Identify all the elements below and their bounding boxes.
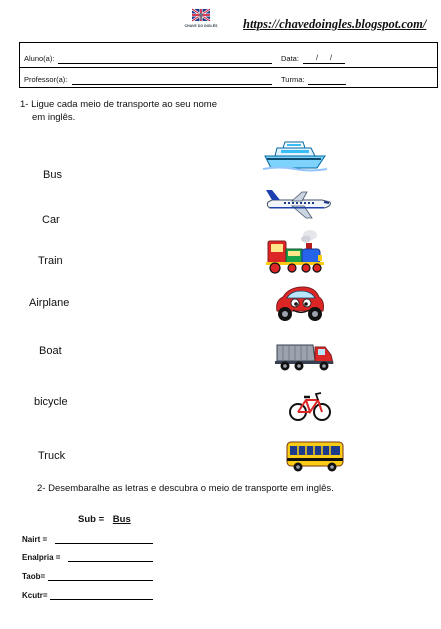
answer-line-4[interactable] [50, 599, 153, 600]
data-field[interactable] [303, 63, 345, 64]
answer-line-2[interactable] [68, 561, 153, 562]
aluno-label: Aluno(a): [24, 54, 55, 63]
example-word: Sub = [78, 514, 105, 525]
car-icon [273, 283, 325, 330]
chave-do-ingles-logo [184, 8, 218, 34]
turma-label: Turma: [281, 75, 305, 84]
unscramble-word-2: Enalpria = [22, 553, 61, 562]
word-boat: Boat [39, 345, 62, 357]
word-train: Train [38, 255, 63, 267]
date-separator-2: / [330, 53, 333, 62]
aluno-field[interactable] [58, 63, 272, 64]
truck-icon [275, 337, 335, 378]
professor-field[interactable] [72, 84, 272, 85]
train-icon [266, 229, 324, 280]
bicycle-icon [288, 390, 332, 427]
info-divider [20, 67, 437, 68]
boat-icon [263, 136, 327, 177]
logo-text: CHAVE DO INGLÊS [184, 24, 218, 28]
bus-icon [286, 439, 344, 478]
word-bus: Bus [43, 169, 62, 181]
data-label: Data: [281, 54, 299, 63]
word-bicycle: bicycle [34, 396, 68, 408]
exercise1-instruction [20, 98, 217, 124]
exercise1-line1: 1- Ligue cada meio de transporte ao seu nome [20, 99, 217, 110]
airplane-icon [262, 188, 334, 225]
professor-label: Professor(a): [24, 75, 68, 84]
unscramble-word-1: Nairt = [22, 535, 48, 544]
unscramble-word-3: Taob= [22, 572, 46, 581]
date-separator-1: / [316, 53, 319, 62]
word-car: Car [42, 214, 60, 226]
answer-line-3[interactable] [48, 580, 153, 581]
exercise2-instruction: 2- Desembaralhe as letras e descubra o meio de transporte em inglês. [37, 483, 334, 494]
answer-line-1[interactable] [55, 543, 153, 544]
word-airplane: Airplane [29, 297, 70, 309]
example-unscramble [78, 514, 131, 525]
student-info-box [19, 42, 438, 88]
word-truck: Truck [38, 450, 66, 462]
exercise1-line2: em inglês. [32, 112, 76, 123]
site-url-link[interactable]: https://chavedoingles.blogspot.com/ [243, 17, 427, 31]
unscramble-word-4: Kcutr= [22, 591, 48, 600]
example-answer: Bus [112, 514, 131, 525]
turma-field[interactable] [308, 84, 346, 85]
